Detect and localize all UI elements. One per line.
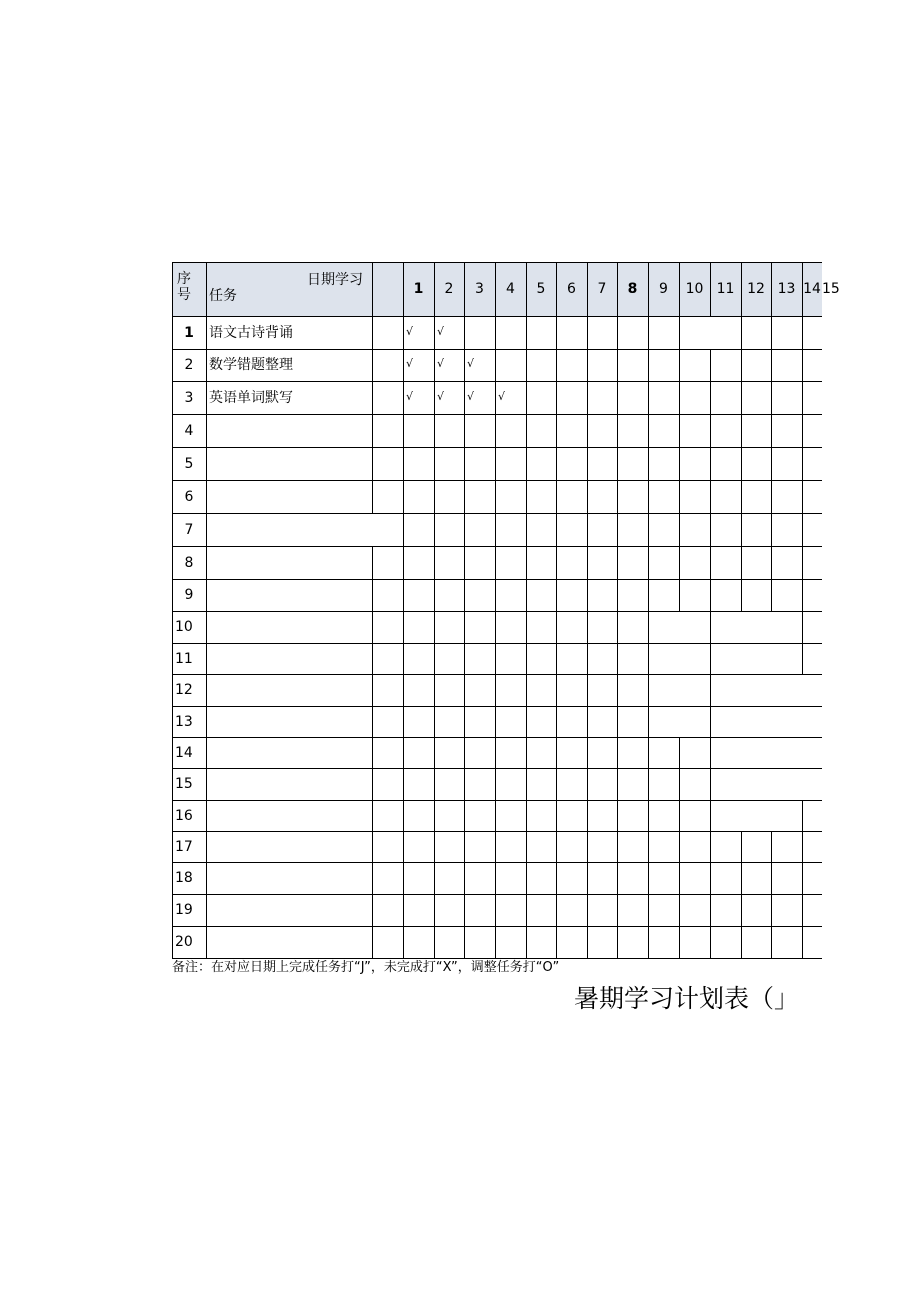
grid-line: [172, 349, 822, 350]
header-day-number: 6: [567, 281, 576, 297]
row-number: 14: [175, 744, 193, 761]
study-plan-table: [172, 262, 840, 960]
row-number: 10: [175, 619, 193, 635]
grid-line: [172, 737, 822, 738]
row-number: 16: [175, 807, 193, 824]
task-name: 语文古诗背诵: [209, 324, 293, 341]
row-number: 17: [175, 838, 193, 855]
grid-line: [172, 958, 822, 959]
grid-line: [741, 262, 742, 611]
grid-line: [587, 262, 588, 958]
check-mark: √: [406, 389, 414, 403]
grid-line: [771, 831, 772, 958]
check-mark: √: [437, 324, 445, 338]
grid-line: [206, 262, 207, 958]
grid-line: [172, 480, 822, 481]
grid-line: [172, 926, 822, 927]
check-mark: √: [437, 357, 445, 370]
row-number: 3: [184, 389, 194, 406]
grid-line: [403, 262, 404, 958]
header-day-number: 11: [716, 281, 735, 297]
row-number: 18: [175, 870, 193, 886]
header-day-number: 8: [627, 281, 638, 297]
grid-line: [771, 262, 772, 611]
grid-line: [172, 513, 822, 514]
grid-line: [172, 414, 822, 415]
grid-line: [172, 643, 822, 644]
header-task-label: 任务: [209, 288, 237, 304]
header-day-number: 7: [597, 281, 607, 297]
check-mark: √: [467, 389, 475, 403]
task-name: 英语单词默写: [209, 389, 293, 406]
header-seq-label: 序: [177, 271, 191, 287]
grid-line: [172, 611, 822, 612]
row-number: 11: [175, 650, 193, 667]
grid-line: [556, 262, 557, 958]
header-day-number: 9: [659, 281, 668, 297]
row-number: 1: [184, 324, 194, 341]
row-number: 19: [175, 902, 193, 918]
header-day-number: 1: [413, 281, 424, 297]
row-number: 15: [175, 776, 193, 792]
header-day-number: 3: [475, 281, 484, 297]
grid-line: [495, 262, 496, 958]
grid-line: [172, 831, 822, 832]
grid-line: [172, 862, 822, 863]
row-number: 2: [184, 357, 194, 373]
header-day-number: 13: [777, 281, 796, 297]
grid-line: [172, 262, 173, 958]
row-number: 7: [184, 521, 194, 538]
header-day-number: 12: [747, 281, 765, 297]
grid-line: [172, 546, 822, 547]
row-number: 13: [175, 713, 193, 730]
grid-line: [679, 262, 680, 611]
check-mark: √: [498, 389, 506, 403]
grid-line: [617, 262, 618, 958]
header-day-number: 4: [506, 281, 515, 297]
check-mark: √: [406, 357, 414, 370]
grid-line: [172, 674, 822, 675]
page-title: 暑期学习计划表（」: [574, 984, 800, 1013]
header-day-number: 14: [803, 281, 821, 297]
check-mark: √: [467, 357, 475, 370]
grid-line: [372, 546, 373, 958]
row-number: 4: [184, 422, 194, 439]
grid-line: [710, 349, 711, 958]
grid-line: [172, 894, 822, 895]
note-text: 备注：在对应日期上完成任务打“J”，未完成打“X”，调整任务打“O”: [172, 960, 560, 975]
grid-line: [372, 262, 373, 513]
grid-line: [172, 800, 822, 801]
header-day-number: 10: [685, 281, 704, 297]
grid-line: [172, 316, 822, 317]
header-day-number: 15: [822, 281, 840, 297]
row-number: 20: [175, 934, 193, 950]
grid-line: [464, 262, 465, 958]
header-day-number: 2: [444, 281, 454, 297]
row-number: 5: [184, 455, 194, 472]
task-name: 数学错题整理: [209, 357, 293, 373]
row-number: 9: [184, 587, 194, 603]
row-number: 8: [184, 554, 194, 571]
header-date-label: 日期学习: [307, 272, 363, 288]
grid-line: [172, 706, 822, 707]
row-number: 12: [175, 682, 193, 698]
grid-line: [172, 262, 822, 263]
grid-line: [741, 831, 742, 958]
grid-line: [648, 262, 649, 958]
row-number: 6: [184, 488, 194, 505]
check-mark: √: [406, 324, 414, 338]
header-day-number: 5: [536, 281, 546, 297]
grid-line: [172, 381, 822, 382]
grid-line: [679, 737, 680, 958]
grid-line: [802, 262, 803, 674]
check-mark: √: [437, 389, 445, 403]
grid-line: [802, 800, 803, 958]
grid-line: [526, 262, 527, 958]
header-seq-label: 号: [177, 287, 191, 303]
grid-line: [172, 447, 822, 448]
grid-line: [172, 579, 822, 580]
grid-line: [172, 768, 822, 769]
grid-line: [434, 262, 435, 958]
